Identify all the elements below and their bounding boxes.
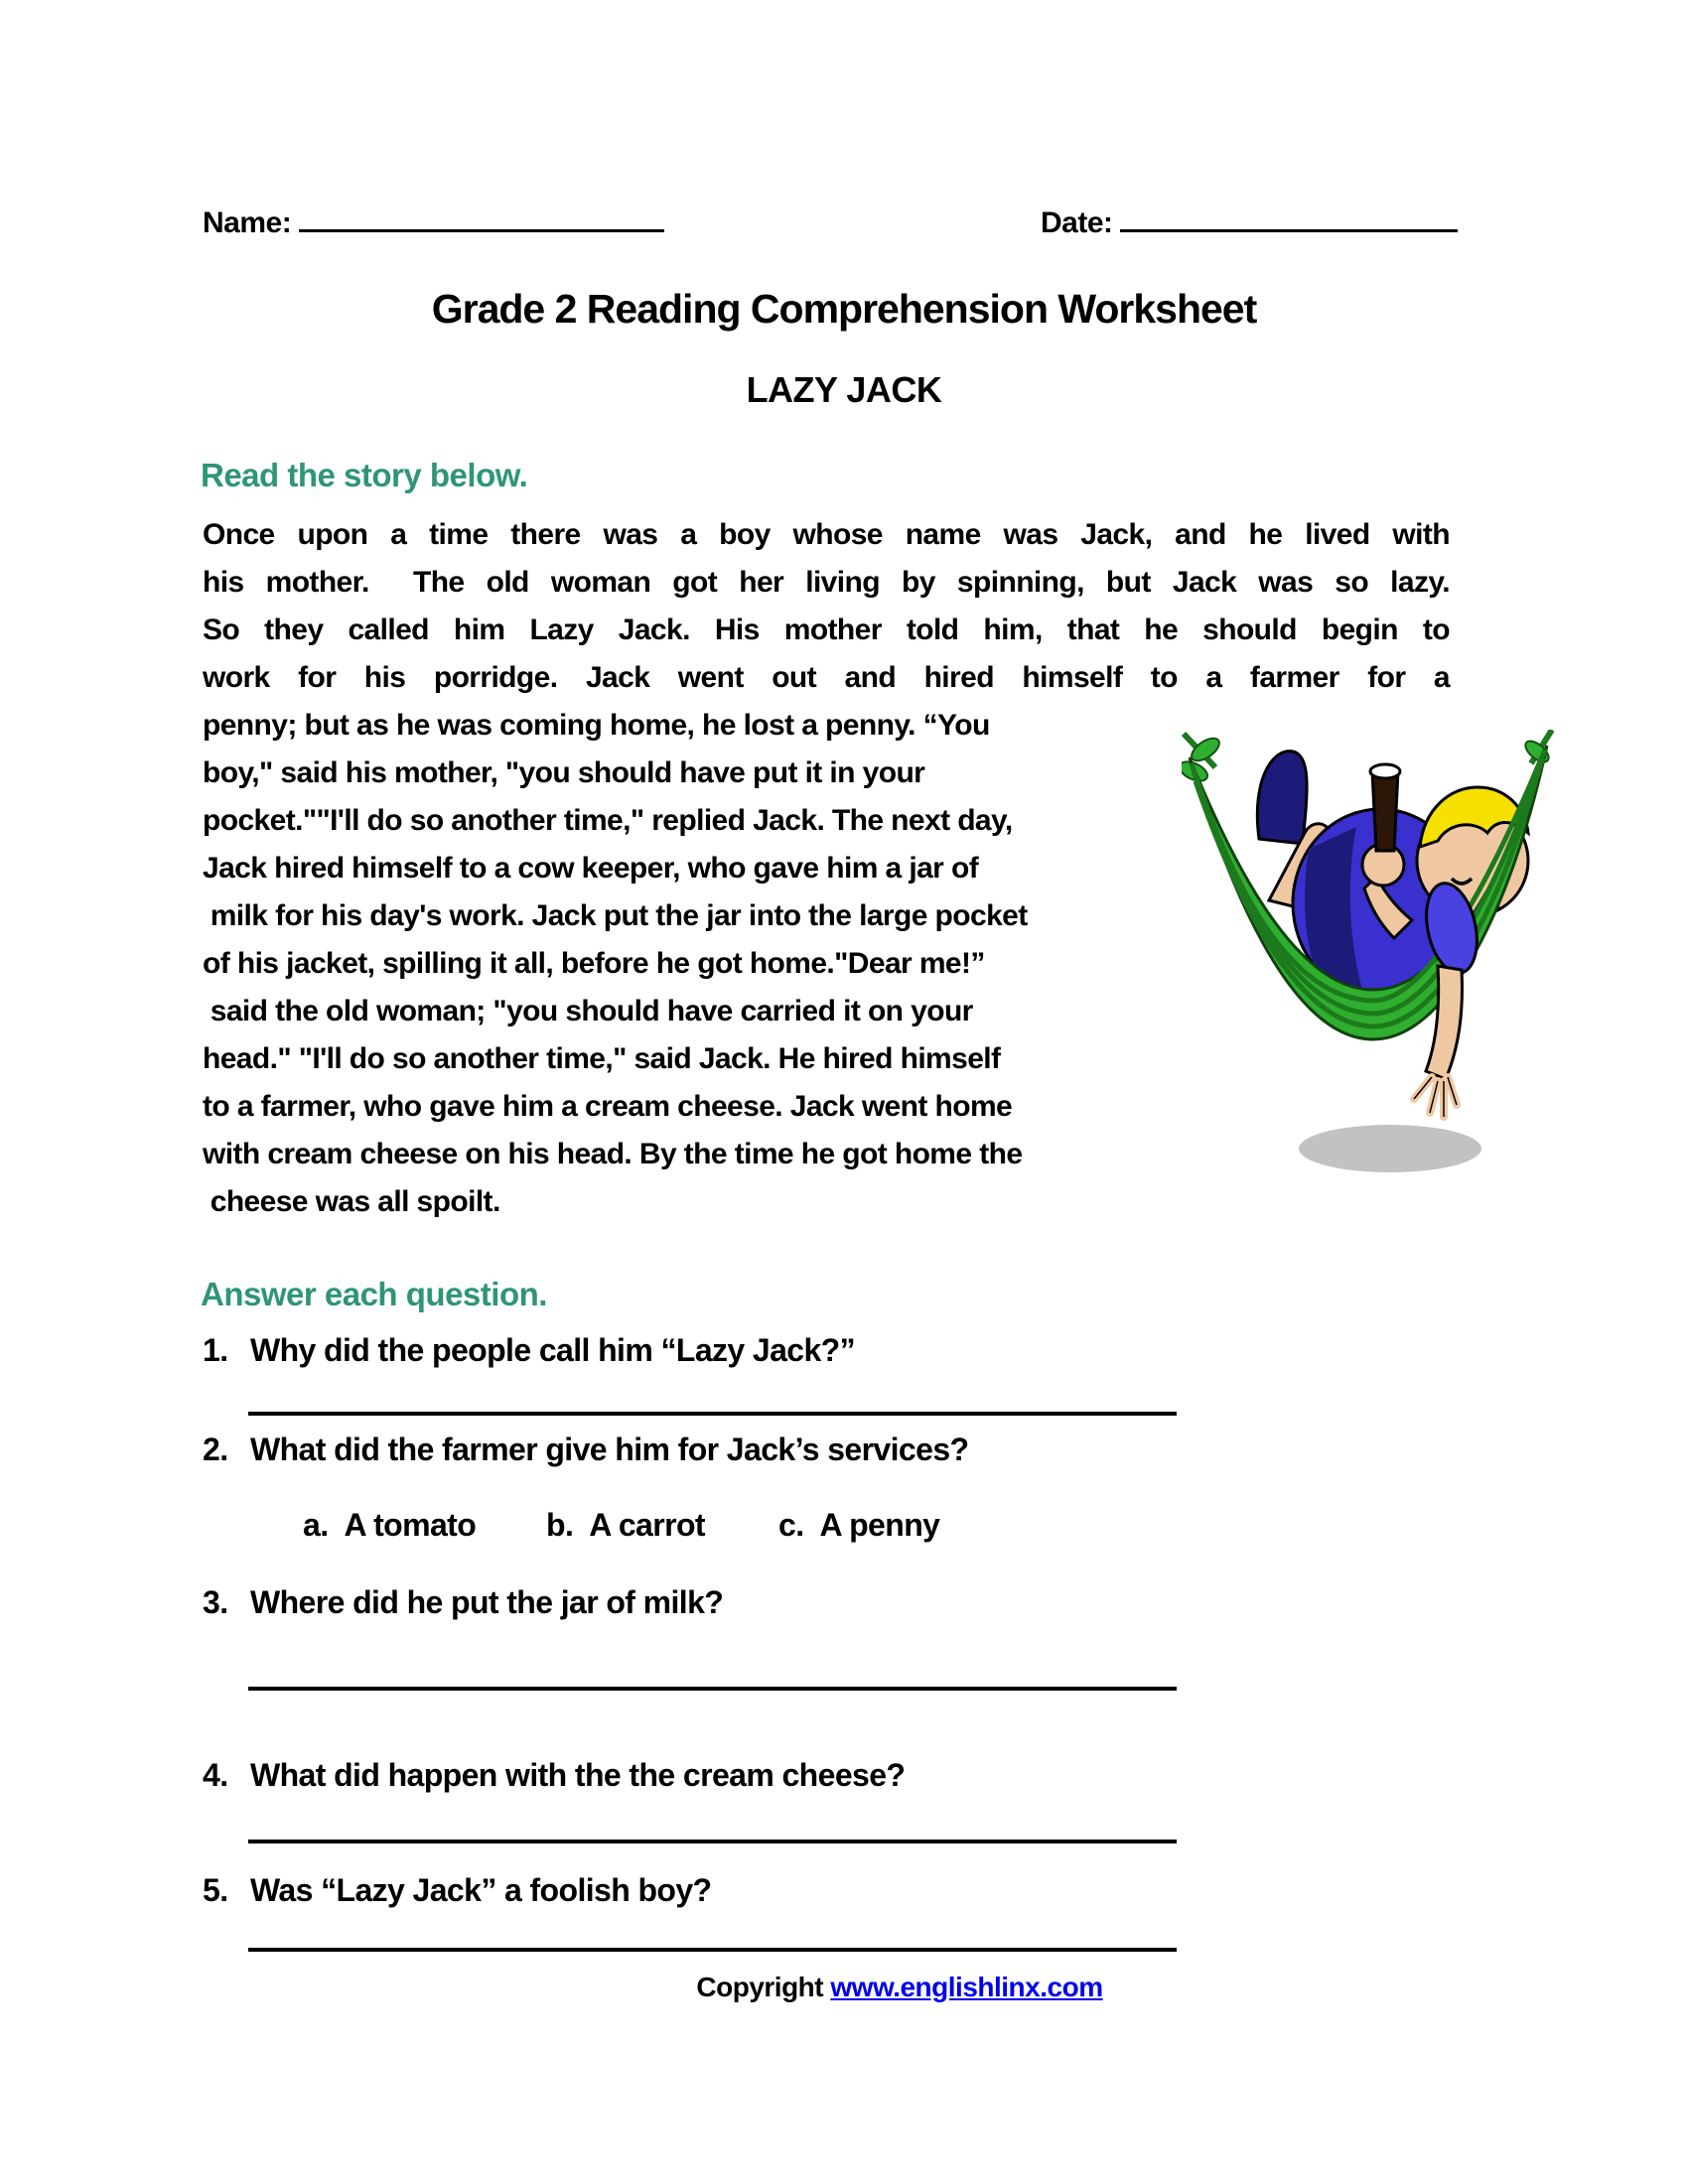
question-number: 2.: [203, 1432, 228, 1467]
story-line: pocket.""I'll do so another time," replied Jack. The next day,: [203, 804, 1013, 837]
question-text: Where did he put the jar of milk?: [250, 1584, 724, 1620]
date-blank-line: [1120, 204, 1458, 232]
story-line: Once upon a time there was a boy whose name was Jack, and he lived with: [203, 518, 1450, 551]
story-line: cheese was all spoilt.: [203, 1185, 500, 1218]
option-letter: b.: [546, 1507, 574, 1543]
story-line: Jack hired himself to a cow keeper, who gave him a jar of: [203, 852, 979, 885]
story-line: with cream cheese on his head. By the time he got home the: [203, 1138, 1023, 1170]
copyright-label: Copyright: [696, 1972, 831, 2002]
answer-line-4: [248, 1840, 1177, 1843]
story-line: penny; but as he was coming home, he lost a penny. “You: [203, 709, 990, 742]
story-line: work for his porridge. Jack went out and hired himself to a farmer for a: [203, 661, 1450, 694]
option-text: A tomato: [344, 1507, 477, 1543]
story-line: So they called him Lazy Jack. His mother told him, that he should begin to: [203, 614, 1450, 646]
page-title: Grade 2 Reading Comprehension Worksheet: [431, 286, 1257, 332]
story-line: his mother. The old woman got her living by spinning, but Jack was so lazy.: [203, 566, 1450, 599]
story-title: LAZY JACK: [746, 369, 942, 410]
name-label: Name:: [203, 206, 292, 239]
option-text: A penny: [819, 1507, 940, 1543]
option-letter: c.: [778, 1507, 804, 1543]
englishlinx-link[interactable]: www.englishlinx.com: [830, 1972, 1103, 2002]
answer-line-5: [248, 1948, 1177, 1952]
story-line: head." "I'll do so another time," said Jack. He hired himself: [203, 1042, 1001, 1075]
name-blank-line: [299, 204, 664, 232]
story-line: of his jacket, spilling it all, before he got home."Dear me!”: [203, 947, 985, 980]
option-text: A carrot: [589, 1507, 705, 1543]
option-c: [778, 1507, 939, 1544]
name-field-row: [203, 204, 664, 240]
branch-leaf-left-icon: [1182, 734, 1223, 785]
question-text: Why did the people call him “Lazy Jack?”: [250, 1332, 856, 1368]
question-3: [203, 1582, 723, 1622]
option-b: [546, 1507, 705, 1544]
answer-line-1: [248, 1412, 1177, 1416]
story-line: said the old woman; "you should have carried it on your: [203, 995, 973, 1027]
question-text: What did happen with the the cream cheese?: [250, 1757, 906, 1793]
question-number: 4.: [203, 1757, 228, 1793]
question-4: [203, 1755, 905, 1795]
hammock-illustration: [1182, 730, 1554, 1176]
question-text: What did the farmer give him for Jack’s services?: [250, 1432, 969, 1467]
story-line: milk for his day's work. Jack put the jar into the large pocket: [203, 899, 1028, 932]
date-label: Date:: [1041, 206, 1113, 239]
question-text: Was “Lazy Jack” a foolish boy?: [250, 1872, 712, 1908]
hammock-illustration-svg: [1182, 730, 1554, 1176]
ground-shadow: [1299, 1125, 1481, 1172]
option-a: [303, 1507, 476, 1544]
boy-raised-leg: [1257, 751, 1307, 844]
story-line: to a farmer, who gave him a cream cheese. Jack went home: [203, 1090, 1013, 1123]
date-field-row: [1041, 204, 1458, 240]
story-line: boy," said his mother, "you should have put it in your: [203, 756, 925, 789]
question-number: 3.: [203, 1584, 228, 1620]
answer-questions-heading: Answer each question.: [201, 1276, 547, 1312]
question-5: [203, 1870, 712, 1910]
copyright-line: [0, 1972, 1688, 2003]
drink-glass-icon: [1370, 764, 1400, 851]
answer-line-3: [248, 1687, 1177, 1691]
question-number: 5.: [203, 1872, 228, 1908]
question-2-options: [0, 1507, 1688, 1549]
read-story-heading: Read the story below.: [201, 457, 528, 493]
option-letter: a.: [303, 1507, 329, 1543]
question-2: [203, 1430, 968, 1469]
question-number: 1.: [203, 1332, 228, 1368]
question-1: [203, 1330, 855, 1370]
